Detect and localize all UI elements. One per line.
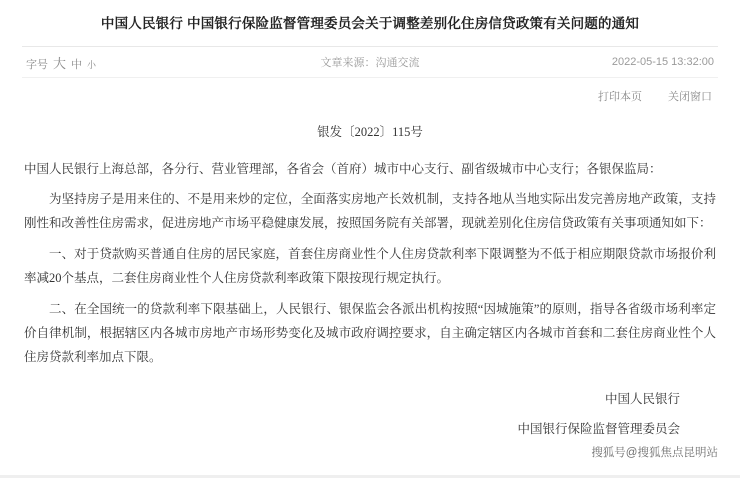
paragraph-addressee: 中国人民银行上海总部，各分行、营业管理部，各省会（首府）城市中心支行、副省级城市中心支行；各银保监局： (24, 161, 662, 176)
signoff-line-1: 中国人民银行 (604, 391, 680, 406)
print-page-link[interactable]: 打印本页 (598, 91, 642, 104)
font-size-large-option[interactable]: 大 (53, 55, 67, 71)
font-size-small-option[interactable]: 小 (87, 59, 97, 70)
signoff-block (24, 384, 716, 444)
document-number: 银发〔2022〕115号 (317, 125, 423, 140)
paragraph-article-one: 一、对于贷款购买普通自住房的居民家庭，首套住房商业性个人住房贷款利率下限调整为不低于相应期限贷款市场报价利率减20个基点，二套住房商业性个人住房贷款利率政策下限按现行规定执行。 (24, 246, 716, 286)
close-window-link[interactable]: 关闭窗口 (668, 91, 712, 104)
font-size-medium-option[interactable]: 中 (71, 58, 83, 71)
signoff-line-2: 中国银行保险监督管理委员会 (517, 421, 680, 436)
meta-bar (22, 46, 718, 78)
document-body (24, 110, 716, 443)
paragraph-article-two: 二、在全国统一的贷款利率下限基础上，人民银行、银保监会各派出机构按照“因城施策”的原则，指导各省级市场利率定价自律机制，根据辖区内各城市房地产市场形势变化及城市政府调控要求，自主确定辖区内各城市首套和二套住房商业性个人住房贷款利率加点下限。 (24, 301, 716, 365)
publish-timestamp: 2022-05-15 13:32:00 (611, 56, 714, 69)
page-title: 中国人民银行 中国银行保险监督管理委员会关于调整差别化住房信贷政策有关问题的通知 (100, 16, 640, 31)
article-source: 文章来源：沟通交流 (320, 57, 420, 70)
action-links (22, 78, 718, 110)
paragraph-preamble: 为坚持房子是用来住的、不是用来炒的定位，全面落实房地产长效机制，支持各地从当地实际出发完善房地产政策，支持刚性和改善性住房需求，促进房地产市场平稳健康发展，按照国务院有关部署，现就差别化住房信贷政策有关事项通知如下： (24, 192, 716, 231)
font-size-label: 字号 (26, 58, 48, 71)
watermark-text: 搜狐号@搜狐焦点昆明站 (591, 447, 718, 459)
